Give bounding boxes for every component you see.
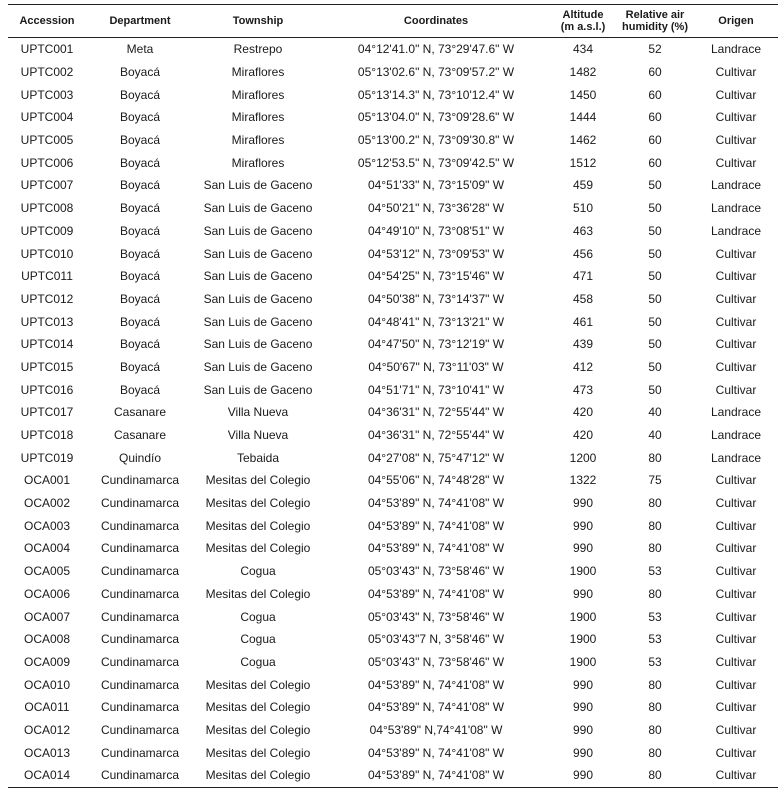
accessions-table [8,4,778,788]
origin-cell: Landrace [710,450,762,465]
origin-cell: Cultivar [715,632,757,647]
coordinates-cell: 04°53'12" N, 73°09'53" W [367,246,505,261]
altitude-cell: 458 [572,291,594,306]
coordinates-cell: 04°49'10" N, 73°08'51" W [367,223,505,238]
header-altitude-line2: (m a.s.l.) [560,21,606,33]
table-row [8,242,778,265]
table-row [8,197,778,220]
accession-cell: UPTC016 [20,382,74,397]
altitude-cell: 456 [572,246,594,261]
header-humidity-line1: Relative air [625,9,685,21]
township-cell: Mesitas del Colegio [205,473,311,488]
coordinates-cell: 04°53'89" N, 74°41'08" W [367,677,505,692]
humidity-cell: 53 [648,654,662,669]
coordinates-cell: 05°13'14.3" N, 73°10'12.4" W [357,87,515,102]
humidity-cell: 52 [648,42,662,57]
township-cell: Mesitas del Colegio [205,745,311,760]
humidity-cell: 80 [648,518,662,533]
accession-cell: UPTC014 [20,337,74,352]
department-cell: Boyacá [119,155,161,170]
origin-cell: Landrace [710,428,762,443]
township-cell: Mesitas del Colegio [205,518,311,533]
table-row [8,424,778,447]
township-cell: Mesitas del Colegio [205,722,311,737]
humidity-cell: 40 [648,428,662,443]
accession-cell: UPTC009 [20,223,74,238]
coordinates-cell: 05°03'43"7 N, 3°58'46" W [367,632,505,647]
accession-cell: OCA001 [23,473,71,488]
table-row [8,288,778,311]
department-cell: Boyacá [119,87,161,102]
table-row [8,83,778,106]
origin-cell: Cultivar [715,65,757,80]
table-row [8,696,778,719]
altitude-cell: 1900 [569,654,597,669]
origin-cell: Cultivar [715,133,757,148]
accession-cell: OCA005 [23,564,71,579]
township-cell: Cogua [240,609,276,624]
township-cell: Miraflores [231,155,285,170]
table-row [8,741,778,764]
department-cell: Cundinamarca [100,564,180,579]
department-cell: Cundinamarca [100,745,180,760]
humidity-cell: 50 [648,291,662,306]
township-cell: Restrepo [233,42,283,57]
humidity-cell: 75 [648,473,662,488]
department-cell: Cundinamarca [100,700,180,715]
township-cell: Miraflores [231,110,285,125]
accession-cell: UPTC019 [20,450,74,465]
department-cell: Cundinamarca [100,677,180,692]
humidity-cell: 50 [648,359,662,374]
township-cell: Villa Nueva [227,428,289,443]
coordinates-cell: 05°13'04.0" N, 73°09'28.6" W [357,110,515,125]
table-row [8,333,778,356]
altitude-cell: 1900 [569,564,597,579]
township-cell: Mesitas del Colegio [205,700,311,715]
township-cell: San Luis de Gaceno [203,337,313,352]
altitude-cell: 990 [572,722,594,737]
accession-cell: OCA009 [23,654,71,669]
origin-cell: Cultivar [715,155,757,170]
humidity-cell: 50 [648,246,662,261]
header-altitude-line1: Altitude [562,9,604,21]
coordinates-cell: 04°50'38" N, 73°14'37" W [367,291,505,306]
department-cell: Cundinamarca [100,586,180,601]
coordinates-cell: 04°36'31" N, 72°55'44" W [367,405,505,420]
altitude-cell: 510 [572,201,594,216]
humidity-cell: 53 [648,564,662,579]
table-body [8,38,778,788]
humidity-cell: 50 [648,223,662,238]
humidity-cell: 53 [648,632,662,647]
header-department: Department [109,15,171,27]
department-cell: Boyacá [119,65,161,80]
accession-cell: OCA007 [23,609,71,624]
altitude-cell: 990 [572,700,594,715]
table-row [8,583,778,606]
origin-cell: Cultivar [715,745,757,760]
header-humidity [616,5,694,38]
coordinates-cell: 04°54'25" N, 73°15'46" W [367,269,505,284]
township-cell: San Luis de Gaceno [203,178,313,193]
township-cell: Mesitas del Colegio [205,677,311,692]
coordinates-cell: 04°53'89" N, 74°41'08" W [367,745,505,760]
accession-cell: UPTC015 [20,359,74,374]
department-cell: Boyacá [119,291,161,306]
origin-cell: Cultivar [715,291,757,306]
humidity-cell: 80 [648,586,662,601]
accession-cell: UPTC011 [21,269,73,284]
department-cell: Boyacá [119,269,161,284]
origin-cell: Cultivar [694,764,778,787]
department-cell: Cundinamarca [100,722,180,737]
township-cell: San Luis de Gaceno [203,359,313,374]
accession-cell: OCA011 [24,700,70,715]
header-accession: Accession [19,15,75,27]
township-cell: Miraflores [231,65,285,80]
table-row [8,651,778,674]
altitude-cell: 439 [572,337,594,352]
origin-cell: Landrace [710,405,762,420]
origin-cell: Cultivar [715,87,757,102]
humidity-cell: 80 [648,541,662,556]
humidity-cell: 80 [648,450,662,465]
table-row [8,605,778,628]
accession-cell: UPTC003 [20,87,74,102]
township-cell: San Luis de Gaceno [203,246,313,261]
department-cell: Boyacá [119,382,161,397]
origin-cell: Cultivar [715,586,757,601]
table-row [8,356,778,379]
table-row [8,174,778,197]
coordinates-cell: 04°53'89" N, 74°41'08" W [367,700,505,715]
humidity-cell: 80 [648,700,662,715]
altitude-cell: 434 [572,42,594,57]
table-row [8,469,778,492]
humidity-cell: 50 [648,337,662,352]
accession-cell: UPTC007 [20,178,74,193]
table-row [8,151,778,174]
coordinates-cell: 05°03'43" N, 73°58'46" W [367,609,505,624]
humidity-cell: 50 [648,314,662,329]
table-row [8,628,778,651]
township-cell: Mesitas del Colegio [205,586,311,601]
department-cell: Boyacá [119,133,161,148]
altitude-cell: 471 [572,269,594,284]
accession-cell: OCA006 [23,586,71,601]
origin-cell: Cultivar [715,700,757,715]
humidity-cell: 50 [648,178,662,193]
township-cell: Villa Nueva [227,405,289,420]
origin-cell: Cultivar [715,518,757,533]
humidity-cell: 80 [648,745,662,760]
coordinates-cell: 04°47'50" N, 73°12'19" W [367,337,505,352]
altitude-cell: 1482 [569,65,597,80]
altitude-cell: 990 [572,586,594,601]
table-row [8,129,778,152]
altitude-cell: 420 [572,405,594,420]
township-cell: Cogua [240,564,276,579]
township-cell: San Luis de Gaceno [203,201,313,216]
humidity-cell: 53 [648,609,662,624]
origin-cell: Landrace [710,42,762,57]
coordinates-cell: 04°51'33" N, 73°15'09" W [367,178,505,193]
accession-cell: UPTC017 [20,405,74,420]
accession-cell: OCA008 [23,632,71,647]
department-cell: Casanare [113,428,167,443]
township-cell: Cogua [240,654,276,669]
altitude-cell: 1900 [569,632,597,647]
department-cell: Cundinamarca [100,473,180,488]
altitude-cell: 1900 [569,609,597,624]
origin-cell: Cultivar [715,722,757,737]
department-cell: Cundinamarca [100,609,180,624]
coordinates-cell: 04°51'71" N, 73°10'41" W [367,382,505,397]
altitude-cell: 990 [550,764,616,787]
header-coordinates: Coordinates [403,15,469,27]
altitude-cell: 461 [572,314,594,329]
department-cell: Boyacá [119,178,161,193]
altitude-cell: 990 [572,745,594,760]
accession-cell: UPTC008 [20,201,74,216]
origin-cell: Cultivar [715,246,757,261]
humidity-cell: 80 [648,722,662,737]
accession-cell: OCA014 [8,764,86,787]
township-cell: Cogua [240,632,276,647]
accession-cell: OCA003 [23,518,71,533]
coordinates-cell: 04°53'89" N, 74°41'08" W [367,496,505,511]
department-cell: Cundinamarca [100,541,180,556]
coordinates-cell: 04°50'21" N, 73°36'28" W [367,201,505,216]
department-cell: Boyacá [119,110,161,125]
origin-cell: Cultivar [715,541,757,556]
origin-cell: Cultivar [715,609,757,624]
township-cell: Tebaida [236,450,280,465]
altitude-cell: 412 [572,359,594,374]
origin-cell: Cultivar [715,677,757,692]
coordinates-cell: 05°12'53.5" N, 73°09'42.5" W [357,155,515,170]
coordinates-cell: 04°36'31" N, 72°55'44" W [367,428,505,443]
altitude-cell: 1322 [569,473,597,488]
department-cell: Boyacá [119,246,161,261]
township-cell: Miraflores [231,87,285,102]
accession-cell: UPTC004 [20,110,74,125]
table-row [8,492,778,515]
humidity-cell: 80 [648,496,662,511]
department-cell: Meta [126,42,154,57]
coordinates-cell: 05°13'02.6" N, 73°09'57.2" W [357,65,515,80]
origin-cell: Cultivar [715,382,757,397]
header-township: Township [232,15,284,27]
coordinates-cell: 04°50'67" N, 73°11'03" W [368,359,504,374]
department-cell: Boyacá [119,359,161,374]
humidity-cell: 80 [648,677,662,692]
department-cell: Casanare [113,405,167,420]
table-row [8,560,778,583]
origin-cell: Cultivar [715,564,757,579]
humidity-cell: 50 [648,201,662,216]
township-cell: San Luis de Gaceno [203,291,313,306]
township-cell: San Luis de Gaceno [203,382,313,397]
table-row [8,514,778,537]
township-cell: Mesitas del Colegio [205,541,311,556]
department-cell: Cundinamarca [100,518,180,533]
altitude-cell: 1462 [569,133,597,148]
header-origin: Origen [718,15,754,27]
coordinates-cell: 04°53'89" N, 74°41'08" W [367,541,505,556]
township-cell: Miraflores [231,133,285,148]
origin-cell: Cultivar [715,110,757,125]
origin-cell: Cultivar [715,269,757,284]
department-cell: Quindío [118,450,162,465]
humidity-cell: 60 [648,133,662,148]
altitude-cell: 990 [572,541,594,556]
township-cell: San Luis de Gaceno [203,269,313,284]
department-cell: Boyacá [119,314,161,329]
humidity-cell: 60 [648,155,662,170]
township-cell: San Luis de Gaceno [203,314,313,329]
header-humidity-line2: humidity (%) [622,21,688,33]
humidity-cell: 60 [648,87,662,102]
table-header [8,5,778,38]
accession-cell: OCA004 [23,541,71,556]
header-altitude [550,5,616,38]
accession-cell: OCA002 [23,496,71,511]
altitude-cell: 1512 [569,155,597,170]
table-row [8,265,778,288]
accession-cell: OCA010 [23,677,71,692]
altitude-cell: 1444 [569,110,597,125]
department-cell: Cundinamarca [86,764,194,787]
coordinates-cell: 04°53'89" N, 74°41'08" W [367,518,505,533]
origin-cell: Cultivar [715,473,757,488]
accession-cell: UPTC013 [20,314,74,329]
table-row [8,719,778,742]
origin-cell: Landrace [710,223,762,238]
coordinates-cell: 05°03'43" N, 73°58'46" W [367,654,505,669]
humidity-cell: 60 [648,110,662,125]
accession-cell: UPTC001 [20,42,74,57]
humidity-cell: 60 [648,65,662,80]
origin-cell: Landrace [710,178,762,193]
origin-cell: Cultivar [715,337,757,352]
department-cell: Cundinamarca [100,654,180,669]
accession-cell: UPTC018 [20,428,74,443]
altitude-cell: 463 [572,223,594,238]
table-row [8,401,778,424]
origin-cell: Cultivar [715,359,757,374]
altitude-cell: 473 [572,382,594,397]
accession-cell: OCA013 [23,745,71,760]
table-row [8,310,778,333]
coordinates-cell: 04°53'89" N,74°41'08" W [369,722,503,737]
accession-cell: UPTC005 [20,133,74,148]
coordinates-cell: 04°53'89" N, 74°41'08" W [367,586,505,601]
township-cell: San Luis de Gaceno [203,223,313,238]
altitude-cell: 459 [572,178,594,193]
altitude-cell: 990 [572,677,594,692]
table-row [8,38,778,61]
humidity-cell: 40 [648,405,662,420]
department-cell: Boyacá [119,223,161,238]
table-row [8,220,778,243]
table-row [8,61,778,84]
table-row [8,537,778,560]
altitude-cell: 1200 [569,450,597,465]
altitude-cell: 990 [572,518,594,533]
table-row [8,446,778,469]
coordinates-cell: 05°13'00.2" N, 73°09'30.8" W [357,133,515,148]
humidity-cell: 80 [616,764,694,787]
department-cell: Boyacá [119,337,161,352]
table-row [8,673,778,696]
coordinates-cell: 04°53'89" N, 74°41'08" W [322,764,550,787]
humidity-cell: 50 [648,382,662,397]
coordinates-cell: 05°03'43" N, 73°58'46" W [367,564,505,579]
department-cell: Boyacá [119,201,161,216]
table-row [8,106,778,129]
coordinates-cell: 04°48'41" N, 73°13'21" W [367,314,505,329]
department-cell: Cundinamarca [100,496,180,511]
origin-cell: Cultivar [715,496,757,511]
accession-cell: UPTC012 [20,291,74,306]
humidity-cell: 50 [648,269,662,284]
altitude-cell: 1450 [569,87,597,102]
table-row [8,764,778,787]
coordinates-cell: 04°12'41.0" N, 73°29'47.6" W [357,42,515,57]
accession-cell: OCA012 [23,722,71,737]
coordinates-cell: 04°27'08" N, 75°47'12" W [367,450,505,465]
department-cell: Cundinamarca [100,632,180,647]
table-row [8,378,778,401]
coordinates-cell: 04°55'06" N, 74°48'28" W [367,473,505,488]
township-cell: Mesitas del Colegio [194,764,322,787]
accession-cell: UPTC002 [20,65,74,80]
header-row [8,5,778,38]
accession-cell: UPTC010 [20,246,74,261]
origin-cell: Cultivar [715,654,757,669]
accession-cell: UPTC006 [20,155,74,170]
origin-cell: Cultivar [715,314,757,329]
altitude-cell: 420 [572,428,594,443]
altitude-cell: 990 [572,496,594,511]
township-cell: Mesitas del Colegio [205,496,311,511]
origin-cell: Landrace [710,201,762,216]
